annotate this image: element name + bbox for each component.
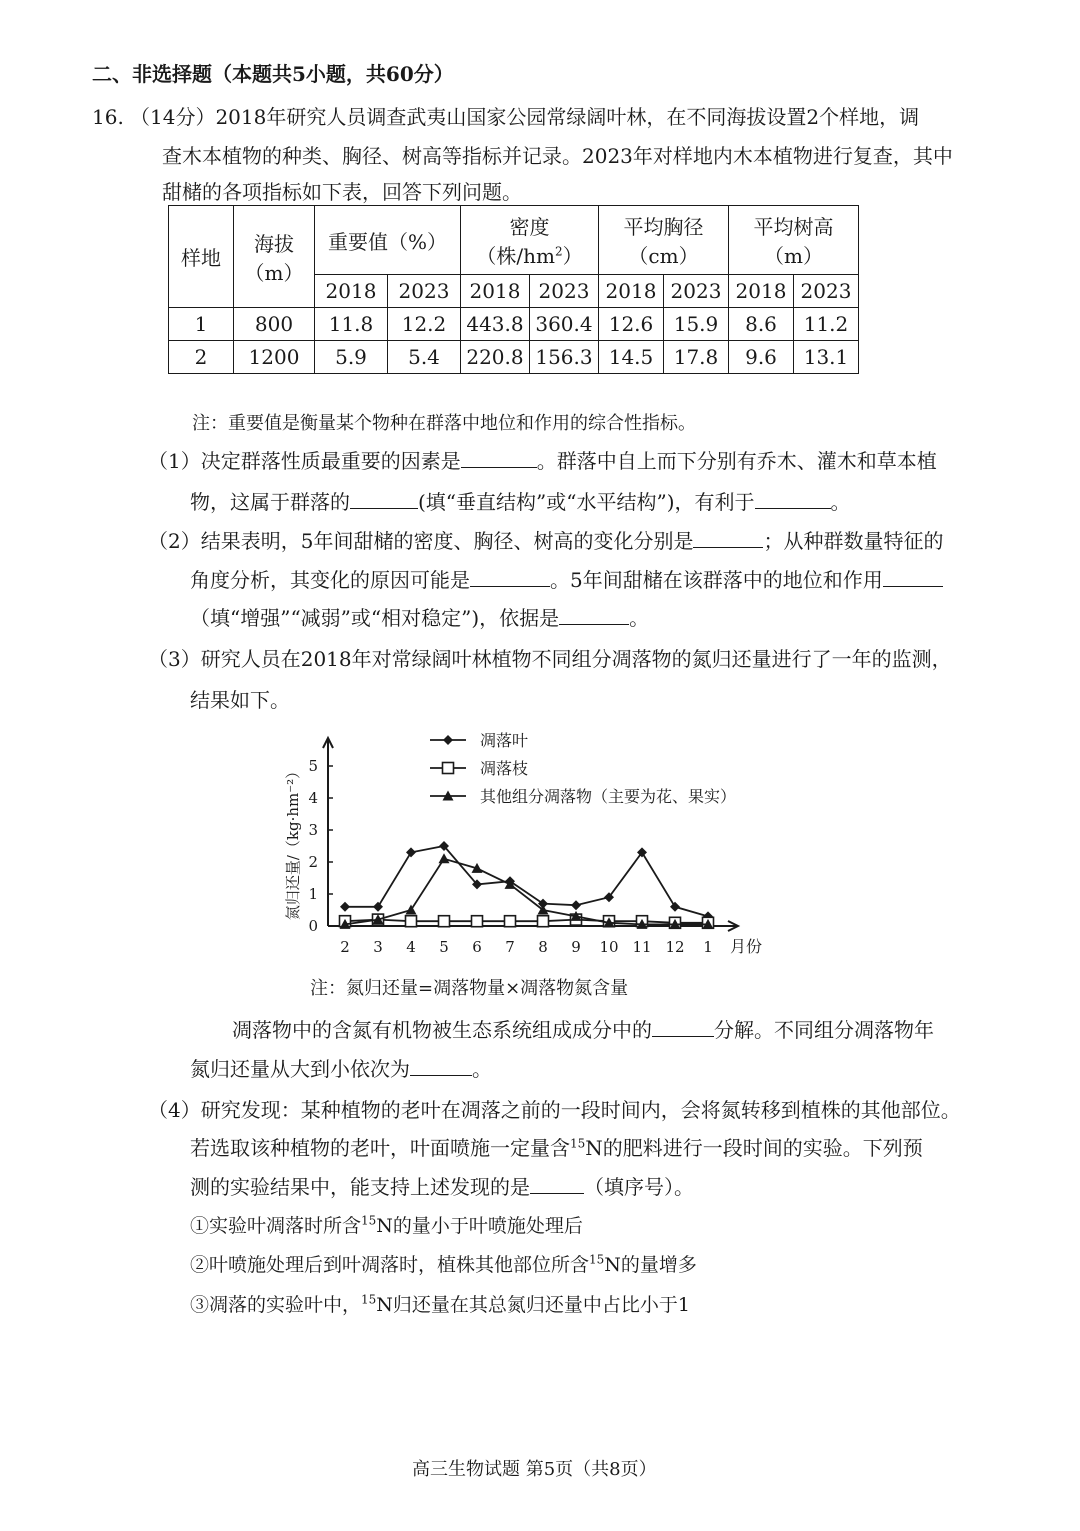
part4-line1: （4）研究发现：某种植物的老叶在凋落之前的一段时间内，会将氮转移到植株的其他部位。 — [148, 1098, 961, 1122]
question-intro-line2: 查木本植物的种类、胸径、树高等指标并记录。2023年对样地内木本植物进行复查，其中 — [162, 144, 953, 168]
nitrogen-return-chart — [270, 720, 810, 970]
data-point-square — [505, 916, 516, 927]
answer-blank[interactable] — [755, 488, 831, 509]
data-table — [168, 205, 859, 374]
data-point-diamond — [373, 902, 383, 912]
legend-label: 其他组分凋落物（主要为花、果实） — [480, 787, 737, 806]
data-point-square — [439, 916, 450, 927]
cell: 11.2 — [794, 308, 859, 341]
cell: 8.6 — [729, 308, 794, 341]
y-tick-label: 4 — [308, 789, 318, 807]
data-point-square — [472, 916, 483, 927]
series-diamond — [340, 841, 713, 921]
cell: 5.4 — [388, 341, 461, 374]
cell: 12.6 — [599, 308, 664, 341]
series-line — [345, 920, 708, 923]
x-tick-label: 7 — [505, 938, 515, 956]
header-density: 密度 （株$/hm^2$） — [461, 206, 599, 275]
data-point-diamond — [340, 902, 350, 912]
year-cell: 2018 — [729, 275, 794, 308]
y-axis-label: 氮归还量/（kg·hm⁻²） — [284, 763, 302, 921]
part1-line2: 物，这属于群落的 (填“垂直结构”或“水平结构”)，有利于 。 — [190, 490, 851, 514]
x-tick-label: 3 — [373, 938, 383, 956]
cell: 11.8 — [315, 308, 388, 341]
data-point-diamond — [670, 902, 680, 912]
question-intro-line3: 甜槠的各项指标如下表，回答下列问题。 — [162, 180, 522, 204]
answer-blank[interactable] — [530, 1173, 584, 1194]
data-point-square — [538, 916, 549, 927]
chart-series — [340, 841, 714, 929]
cell: 12.2 — [388, 308, 461, 341]
year-cell: 2023 — [664, 275, 729, 308]
option-3: ③凋落的实验叶中，$^{15}$N归还量在其总氮归还量中占比小于1 — [190, 1292, 691, 1316]
data-point-triangle — [439, 853, 450, 863]
answer-blank[interactable] — [470, 566, 550, 587]
question-number: 16. — [92, 105, 124, 129]
data-point-diamond — [571, 900, 581, 910]
x-tick-label: 11 — [632, 938, 652, 956]
data-point-diamond — [406, 847, 416, 857]
y-tick-label: 5 — [308, 757, 318, 775]
cell: 9.6 — [729, 341, 794, 374]
x-tick-label: 1 — [703, 938, 713, 956]
cell: 2 — [169, 341, 234, 374]
cell: 13.1 — [794, 341, 859, 374]
cell: 14.5 — [599, 341, 664, 374]
header-height: 平均树高 （m） — [729, 206, 859, 275]
part3-line2: 结果如下。 — [190, 688, 290, 712]
answer-blank[interactable] — [883, 566, 943, 587]
cell: 156.3 — [530, 341, 599, 374]
year-cell: 2023 — [794, 275, 859, 308]
x-tick-label: 12 — [665, 938, 685, 956]
year-cell: 2023 — [530, 275, 599, 308]
legend-item — [430, 759, 528, 778]
table-row — [169, 308, 859, 341]
part3-line1: （3）研究人员在2018年对常绿阔叶林植物不同组分凋落物的氮归还量进行了一年的监测， — [148, 647, 952, 671]
table-row — [169, 341, 859, 374]
answer-blank[interactable] — [350, 488, 418, 509]
cell: 1 — [169, 308, 234, 341]
answer-blank[interactable] — [559, 604, 629, 625]
x-tick-label: 4 — [406, 938, 416, 956]
data-point-square — [443, 763, 454, 774]
answer-blank[interactable] — [461, 447, 537, 468]
page-footer: 高三生物试题 第5页（共8页） — [412, 1459, 657, 1480]
header-altitude: 海拔 （m） — [234, 206, 315, 308]
cell: 800 — [234, 308, 315, 341]
section-title: 二、非选择题（本题共5小题，共60分） — [92, 62, 454, 86]
cell: 360.4 — [530, 308, 599, 341]
data-point-triangle — [406, 905, 417, 915]
series-line — [345, 846, 708, 916]
header-importance: 重要值（%） — [315, 206, 461, 275]
legend-label: 凋落叶 — [480, 731, 529, 750]
y-tick-label: 2 — [308, 853, 318, 871]
y-tick-label: 1 — [308, 885, 318, 903]
header-dbh: 平均胸径 （cm） — [599, 206, 729, 275]
answer-blank[interactable] — [410, 1055, 472, 1076]
cell: 220.8 — [461, 341, 530, 374]
year-cell: 2018 — [461, 275, 530, 308]
x-tick-label: 9 — [571, 938, 581, 956]
year-cell: 2023 — [388, 275, 461, 308]
x-tick-label: 10 — [599, 938, 619, 956]
cell: 1200 — [234, 341, 315, 374]
part3b-line1: 凋落物中的含氮有机物被生态系统组成成分中的 分解。不同组分凋落物年 — [232, 1018, 934, 1042]
year-cell: 2018 — [315, 275, 388, 308]
part3b-line2: 氮归还量从大到小依次为 。 — [190, 1057, 492, 1081]
cell: 443.8 — [461, 308, 530, 341]
y-tick-label: 3 — [308, 821, 318, 839]
cell: 15.9 — [664, 308, 729, 341]
legend-label: 凋落枝 — [480, 759, 529, 778]
option-1: ①实验叶凋落时所含$^{15}$N的量小于叶喷施处理后 — [190, 1213, 583, 1237]
option-2: ②叶喷施处理后到叶凋落时，植株其他部位所含$^{15}$N的量增多 — [190, 1252, 697, 1276]
legend-item — [430, 731, 528, 750]
legend-item — [430, 787, 736, 806]
part4-line2: 若选取该种植物的老叶，叶面喷施一定量含$^{15}$N的肥料进行一段时间的实验。下列预 — [190, 1136, 923, 1160]
x-tick-label: 5 — [439, 938, 449, 956]
answer-blank[interactable] — [693, 527, 763, 548]
table-note: 注：重要值是衡量某个物种在群落中地位和作用的综合性指标。 — [192, 413, 696, 434]
y-tick-label: 0 — [308, 917, 318, 935]
data-point-square — [406, 916, 417, 927]
part2-line2: 角度分析，其变化的原因可能是 。5年间甜槠在该群落中的地位和作用 — [190, 566, 943, 594]
chart-note: 注：氮归还量=凋落物量×凋落物氮含量 — [310, 978, 629, 999]
x-axis-label: 月份 — [730, 937, 763, 956]
data-point-diamond — [443, 735, 453, 745]
answer-blank[interactable] — [652, 1016, 714, 1037]
x-tick-label: 6 — [472, 938, 482, 956]
series-triangle — [340, 853, 714, 929]
cell: 17.8 — [664, 341, 729, 374]
part1-line1: （1）决定群落性质最重要的因素是 。群落中自上而下分别有乔木、灌木和草本植 — [148, 449, 937, 473]
year-cell: 2018 — [599, 275, 664, 308]
header-plot: 样地 — [169, 206, 234, 308]
question-intro-line1: （14分）2018年研究人员调查武夷山国家公园常绿阔叶林，在不同海拔设置2个样地，调 — [130, 105, 920, 129]
chart-legend — [430, 731, 736, 806]
part4-line3: 测的实验结果中，能支持上述发现的是 （填序号）。 — [190, 1175, 694, 1199]
cell: 5.9 — [315, 341, 388, 374]
x-tick-label: 2 — [340, 938, 350, 956]
part2-line1: （2）结果表明，5年间甜槠的密度、胸径、树高的变化分别是 ；从种群数量特征的 — [148, 529, 944, 553]
part2-line3: （填“增强”“减弱”或“相对稳定”)，依据是 。 — [190, 606, 650, 630]
x-tick-label: 8 — [538, 938, 548, 956]
